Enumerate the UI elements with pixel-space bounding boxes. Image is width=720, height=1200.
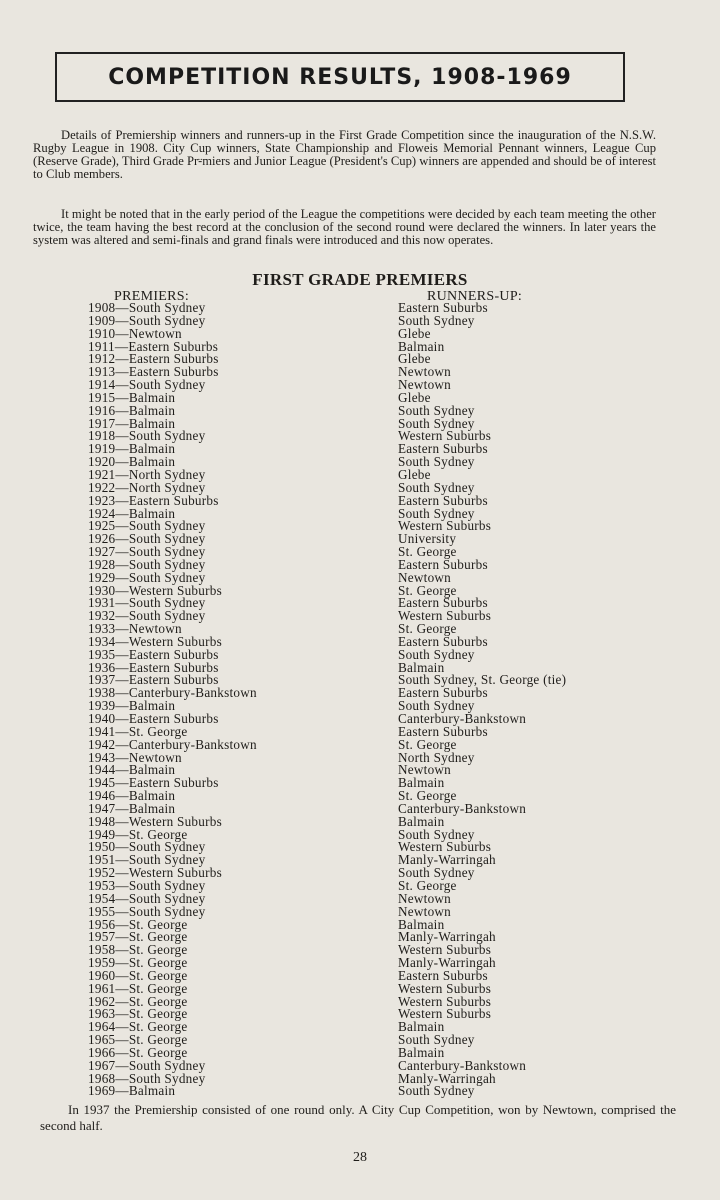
premier-entry: 1966—St. George	[88, 1044, 188, 1060]
intro-paragraph: Details of Premiership winners and runners-up in the First Grade Competition since the inauguration of the N.S.W. Rugby League in 1908. City Cup winners, State Championship and Floweіs Memorial Pennant winners, League Cup (Reserve Grade), Third Grade Pr⸚miers and Junior League (President's Cup) winners are appended and should be of interest to Club members.	[33, 128, 656, 181]
premier-entry: 1932—South Sydney	[88, 608, 206, 624]
premier-entry: 1949—St. George	[88, 826, 188, 842]
runner-up-entry: Balmain	[398, 916, 445, 932]
runner-up-entry: Eastern Suburbs	[398, 967, 488, 983]
section-heading: FIRST GRADE PREMIERS	[252, 270, 468, 289]
runners-up-list	[398, 302, 566, 1098]
runner-up-entry: Glebe	[398, 351, 431, 367]
runner-up-entry: Newtown	[398, 364, 452, 380]
runner-up-entry: Western Suburbs	[398, 608, 492, 624]
premier-entry: 1951—South Sydney	[88, 852, 206, 868]
premier-entry: 1945—Eastern Suburbs	[88, 775, 219, 791]
runner-up-entry: Newtown	[398, 377, 452, 393]
premier-entry: 1962—St. George	[88, 993, 188, 1009]
runner-up-entry: Balmain	[398, 1019, 445, 1035]
premier-entry: 1929—South Sydney	[88, 569, 206, 585]
runner-up-entry: Canterbury-Bankstown	[398, 711, 527, 726]
runner-up-entry: South Sydney	[398, 402, 475, 418]
premier-entry: 1948—Western Suburbs	[88, 813, 222, 829]
page-number: 28	[353, 1150, 367, 1165]
runner-up-entry: Eastern Suburbs	[398, 723, 488, 739]
premier-entry: 1963—St. George	[88, 1006, 188, 1022]
runner-up-entry: Balmain	[398, 338, 445, 354]
runner-up-entry: Western Suburbs	[398, 1006, 492, 1022]
runners-up-column-heading: RUNNERS-UP:	[427, 289, 523, 304]
premier-entry: 1910—Newtown	[88, 325, 182, 341]
premier-entry: 1950—South Sydney	[88, 839, 206, 855]
premier-entry: 1914—South Sydney	[88, 377, 206, 393]
runner-up-entry: Canterbury-Bankstown	[398, 800, 527, 816]
premier-entry: 1964—St. George	[88, 1019, 188, 1035]
premier-entry: 1924—Balmain	[88, 505, 176, 521]
runner-up-entry: South Sydney	[398, 826, 475, 842]
runner-up-entry: Eastern Suburbs	[398, 633, 488, 649]
premier-entry: 1940—Eastern Suburbs	[88, 711, 219, 726]
premier-entry: 1913—Eastern Suburbs	[88, 364, 219, 380]
premier-entry: 1941—St. George	[88, 723, 188, 739]
runner-up-entry: Manly-Warringah	[398, 852, 496, 868]
runner-up-entry: St. George	[398, 582, 457, 598]
premier-entry: 1960—St. George	[88, 967, 188, 983]
runner-up-entry: South Sydney	[398, 1032, 475, 1048]
runner-up-entry: North Sydney	[398, 749, 475, 765]
premier-entry: 1921—North Sydney	[88, 466, 206, 482]
runner-up-entry: Glebe	[398, 389, 431, 405]
runner-up-entry: Western Suburbs	[398, 993, 492, 1009]
premier-entry: 1968—South Sydney	[88, 1070, 206, 1086]
runner-up-entry: Western Suburbs	[398, 942, 492, 958]
runner-up-entry: Eastern Suburbs	[398, 556, 488, 572]
runner-up-entry: South Sydney	[398, 479, 475, 495]
premier-entry: 1909—South Sydney	[88, 312, 206, 328]
runner-up-entry: South Sydney	[398, 312, 475, 328]
runner-up-entry: Glebe	[398, 466, 431, 482]
premier-entry: 1953—South Sydney	[88, 877, 206, 893]
runner-up-entry: South Sydney, St. George (tie)	[398, 672, 567, 688]
runner-up-entry: South Sydney	[398, 505, 475, 521]
premiers-column-heading: PREMIERS:	[114, 289, 190, 304]
runner-up-entry: Newtown	[398, 903, 452, 919]
runner-up-entry: Glebe	[398, 325, 431, 341]
runner-up-entry: St. George	[398, 544, 457, 560]
runner-up-entry: Manly-Warringah	[398, 1070, 496, 1086]
runner-up-entry: Eastern Suburbs	[398, 441, 488, 457]
premier-entry: 1922—North Sydney	[88, 479, 206, 495]
runner-up-entry: Balmain	[398, 775, 445, 791]
premier-entry: 1916—Balmain	[88, 402, 176, 418]
premier-entry: 1967—South Sydney	[88, 1057, 206, 1073]
page-title: COMPETITION RESULTS, 1908-1969	[55, 52, 625, 102]
runner-up-entry: South Sydney	[398, 698, 475, 714]
runner-up-entry: Newtown	[398, 762, 452, 778]
runner-up-entry: South Sydney	[398, 454, 475, 470]
premier-entry: 1946—Balmain	[88, 788, 176, 804]
premier-entry: 1936—Eastern Suburbs	[88, 659, 219, 675]
runner-up-entry: Eastern Suburbs	[398, 595, 488, 611]
runner-up-entry: Western Suburbs	[398, 980, 492, 996]
premier-entry: 1934—Western Suburbs	[88, 633, 222, 649]
premier-entry: 1942—Canterbury-Bankstown	[88, 736, 257, 752]
premier-entry: 1938—Canterbury-Bankstown	[88, 685, 257, 701]
runner-up-entry: Western Suburbs	[398, 428, 492, 444]
premier-entry: 1954—South Sydney	[88, 890, 206, 906]
premier-entry: 1933—Newtown	[88, 621, 182, 637]
premier-entry: 1947—Balmain	[88, 800, 176, 816]
premier-entry: 1943—Newtown	[88, 749, 182, 765]
runner-up-entry: Canterbury-Bankstown	[398, 1057, 527, 1073]
premier-entry: 1969—Balmain	[88, 1083, 176, 1099]
premier-entry: 1958—St. George	[88, 942, 188, 958]
premier-entry: 1911—Eastern Suburbs	[88, 338, 219, 354]
premier-entry: 1919—Balmain	[88, 441, 176, 457]
runner-up-entry: South Sydney	[398, 646, 475, 662]
runner-up-entry: Manly-Warringah	[398, 929, 496, 945]
premier-entry: 1930—Western Suburbs	[88, 582, 222, 598]
runner-up-entry: St. George	[398, 736, 457, 752]
premier-entry: 1923—Eastern Suburbs	[88, 492, 219, 508]
runner-up-entry: St. George	[398, 788, 457, 804]
premier-entry: 1935—Eastern Suburbs	[88, 646, 219, 662]
runner-up-entry: Balmain	[398, 659, 445, 675]
premier-entry: 1917—Balmain	[88, 415, 176, 431]
runner-up-entry: Western Suburbs	[398, 839, 492, 855]
footnote: In 1937 the Premiership consisted of one round only. A City Cup Competition, won by Newtown, comprised the second half.	[40, 1102, 676, 1133]
runner-up-entry: Newtown	[398, 569, 452, 585]
intro-paragraph: It might be noted that in the early period of the League the competitions were decided by each team meeting the other twice, the team having the best record at the conclusion of the second round were declared the winners. In later years the system was altered and semi-finals and grand finals were introduced and this now operates.	[33, 207, 656, 247]
runner-up-entry: Balmain	[398, 1044, 445, 1060]
premier-entry: 1920—Balmain	[88, 454, 176, 470]
premier-entry: 1957—St. George	[88, 929, 188, 945]
runner-up-entry: St. George	[398, 877, 457, 893]
runner-up-entry: Eastern Suburbs	[398, 685, 488, 701]
premier-entry: 1931—South Sydney	[88, 595, 206, 611]
runner-up-entry: South Sydney	[398, 415, 475, 431]
runner-up-entry: Western Suburbs	[398, 518, 492, 534]
runner-up-entry: Eastern Suburbs	[398, 492, 488, 508]
premier-entry: 1925—South Sydney	[88, 518, 206, 534]
runner-up-entry: Eastern Suburbs	[398, 300, 488, 315]
premier-entry: 1926—South Sydney	[88, 531, 206, 547]
premiers-list	[88, 302, 257, 1098]
premier-entry: 1952—Western Suburbs	[88, 865, 222, 881]
runner-up-entry: University	[398, 531, 457, 547]
runner-up-entry: South Sydney	[398, 865, 475, 881]
premier-entry: 1965—St. George	[88, 1032, 188, 1048]
premier-entry: 1915—Balmain	[88, 389, 176, 405]
premier-entry: 1955—South Sydney	[88, 903, 206, 919]
premier-entry: 1928—South Sydney	[88, 556, 206, 572]
runner-up-entry: Newtown	[398, 890, 452, 906]
runner-up-entry: Manly-Warringah	[398, 955, 496, 971]
premier-entry: 1927—South Sydney	[88, 544, 206, 560]
premier-entry: 1961—St. George	[88, 980, 188, 996]
premier-entry: 1908—South Sydney	[88, 300, 206, 315]
premier-entry: 1959—St. George	[88, 955, 188, 971]
runner-up-entry: South Sydney	[398, 1083, 475, 1099]
premier-entry: 1944—Balmain	[88, 762, 176, 778]
premier-entry: 1918—South Sydney	[88, 428, 206, 444]
runner-up-entry: St. George	[398, 621, 457, 637]
premier-entry: 1939—Balmain	[88, 698, 176, 714]
premier-entry: 1937—Eastern Suburbs	[88, 672, 219, 688]
runner-up-entry: Balmain	[398, 813, 445, 829]
premier-entry: 1912—Eastern Suburbs	[88, 351, 219, 367]
premier-entry: 1956—St. George	[88, 916, 188, 932]
